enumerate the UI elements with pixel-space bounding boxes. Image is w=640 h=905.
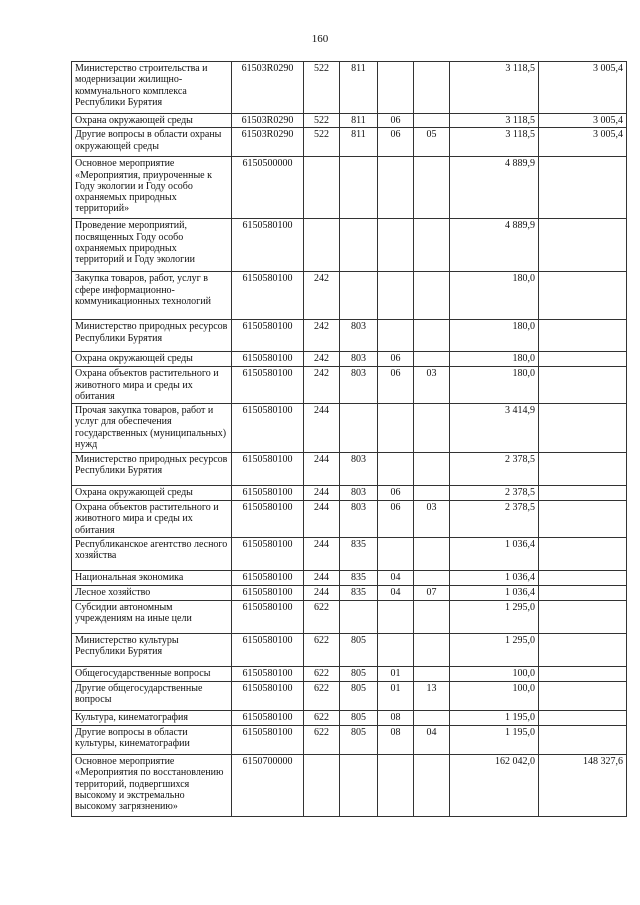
row-subsection bbox=[414, 667, 450, 682]
row-expense-type bbox=[304, 219, 340, 272]
row-subsection bbox=[414, 404, 450, 453]
row-section: 06 bbox=[378, 486, 414, 501]
row-expense-type: 622 bbox=[304, 667, 340, 682]
row-amount-2 bbox=[539, 667, 627, 682]
row-ministry-code: 803 bbox=[340, 501, 378, 538]
row-name: Другие общегосударственные вопросы bbox=[72, 682, 232, 711]
row-ministry-code bbox=[340, 219, 378, 272]
row-name: Прочая закупка товаров, работ и услуг для обеспечения государственных (муниципальных) нужд bbox=[72, 404, 232, 453]
row-section bbox=[378, 404, 414, 453]
row-ministry-code: 803 bbox=[340, 453, 378, 486]
row-expense-type: 242 bbox=[304, 352, 340, 367]
row-ministry-code: 835 bbox=[340, 538, 378, 571]
row-ministry-code bbox=[340, 601, 378, 634]
row-subsection bbox=[414, 601, 450, 634]
row-ministry-code: 835 bbox=[340, 586, 378, 601]
row-code: 6150580100 bbox=[232, 601, 304, 634]
row-name: Охрана окружающей среды bbox=[72, 486, 232, 501]
row-code: 6150580100 bbox=[232, 711, 304, 726]
row-subsection bbox=[414, 634, 450, 667]
row-name: Основное мероприятие «Мероприятия по восстановлению территорий, подвергшихся высокому и экстремально высокому загрязнению» bbox=[72, 755, 232, 817]
row-expense-type: 244 bbox=[304, 501, 340, 538]
row-name: Министерство культуры Республики Бурятия bbox=[72, 634, 232, 667]
row-expense-type: 622 bbox=[304, 601, 340, 634]
table-row bbox=[72, 320, 627, 352]
row-code: 6150580100 bbox=[232, 538, 304, 571]
row-section bbox=[378, 453, 414, 486]
row-subsection bbox=[414, 114, 450, 128]
row-ministry-code: 811 bbox=[340, 62, 378, 114]
table-row bbox=[72, 634, 627, 667]
row-subsection bbox=[414, 272, 450, 320]
row-code: 6150580100 bbox=[232, 272, 304, 320]
row-ministry-code bbox=[340, 157, 378, 219]
row-expense-type bbox=[304, 157, 340, 219]
table-row bbox=[72, 682, 627, 711]
row-expense-type: 622 bbox=[304, 726, 340, 755]
row-expense-type: 244 bbox=[304, 571, 340, 586]
row-section bbox=[378, 634, 414, 667]
row-ministry-code: 805 bbox=[340, 682, 378, 711]
row-code: 6150700000 bbox=[232, 755, 304, 817]
row-ministry-code bbox=[340, 272, 378, 320]
budget-table bbox=[71, 61, 627, 817]
row-subsection bbox=[414, 755, 450, 817]
row-ministry-code: 805 bbox=[340, 726, 378, 755]
row-amount-2 bbox=[539, 501, 627, 538]
row-ministry-code: 803 bbox=[340, 320, 378, 352]
row-amount-1: 1 295,0 bbox=[450, 601, 539, 634]
row-amount-1: 4 889,9 bbox=[450, 219, 539, 272]
row-subsection bbox=[414, 157, 450, 219]
row-amount-2 bbox=[539, 538, 627, 571]
row-ministry-code: 805 bbox=[340, 667, 378, 682]
row-code: 6150580100 bbox=[232, 667, 304, 682]
row-name: Закупка товаров, работ, услуг в сфере информационно-коммуникационных технологий bbox=[72, 272, 232, 320]
row-code: 6150500000 bbox=[232, 157, 304, 219]
row-subsection bbox=[414, 711, 450, 726]
row-code: 6150580100 bbox=[232, 634, 304, 667]
row-amount-2 bbox=[539, 571, 627, 586]
row-subsection bbox=[414, 571, 450, 586]
table-row bbox=[72, 219, 627, 272]
table-row bbox=[72, 571, 627, 586]
row-ministry-code: 803 bbox=[340, 486, 378, 501]
row-ministry-code bbox=[340, 404, 378, 453]
row-section bbox=[378, 755, 414, 817]
row-subsection bbox=[414, 219, 450, 272]
row-subsection: 05 bbox=[414, 128, 450, 157]
row-amount-1: 2 378,5 bbox=[450, 501, 539, 538]
row-amount-2 bbox=[539, 272, 627, 320]
table-row bbox=[72, 586, 627, 601]
row-expense-type: 242 bbox=[304, 320, 340, 352]
row-amount-1: 1 195,0 bbox=[450, 711, 539, 726]
row-name: Проведение мероприятий, посвященных Году особо охраняемых природных территорий и Году экологии bbox=[72, 219, 232, 272]
table-row bbox=[72, 726, 627, 755]
row-expense-type: 244 bbox=[304, 538, 340, 571]
row-amount-2 bbox=[539, 711, 627, 726]
row-code: 61503R0290 bbox=[232, 114, 304, 128]
row-amount-1: 180,0 bbox=[450, 272, 539, 320]
row-section bbox=[378, 219, 414, 272]
row-name: Общегосударственные вопросы bbox=[72, 667, 232, 682]
row-section: 06 bbox=[378, 114, 414, 128]
page-number: 160 bbox=[311, 33, 329, 45]
row-expense-type: 244 bbox=[304, 453, 340, 486]
row-expense-type: 242 bbox=[304, 367, 340, 404]
row-subsection: 04 bbox=[414, 726, 450, 755]
row-amount-2 bbox=[539, 352, 627, 367]
table-row bbox=[72, 128, 627, 157]
row-expense-type: 622 bbox=[304, 711, 340, 726]
row-section: 04 bbox=[378, 571, 414, 586]
row-amount-1: 3 414,9 bbox=[450, 404, 539, 453]
row-ministry-code bbox=[340, 755, 378, 817]
row-amount-2 bbox=[539, 634, 627, 667]
row-subsection bbox=[414, 320, 450, 352]
row-name: Министерство природных ресурсов Республики Бурятия bbox=[72, 320, 232, 352]
row-section bbox=[378, 157, 414, 219]
row-name: Основное мероприятие «Мероприятия, приуроченные к Году экологии и Году особо охраняемых природных территорий» bbox=[72, 157, 232, 219]
row-name: Республиканское агентство лесного хозяйства bbox=[72, 538, 232, 571]
row-code: 6150580100 bbox=[232, 682, 304, 711]
row-name: Национальная экономика bbox=[72, 571, 232, 586]
row-section bbox=[378, 62, 414, 114]
row-subsection bbox=[414, 62, 450, 114]
table-row bbox=[72, 272, 627, 320]
row-ministry-code: 835 bbox=[340, 571, 378, 586]
row-amount-1: 2 378,5 bbox=[450, 486, 539, 501]
row-amount-1: 180,0 bbox=[450, 352, 539, 367]
row-amount-1: 180,0 bbox=[450, 367, 539, 404]
row-name: Другие вопросы в области культуры, кинематографии bbox=[72, 726, 232, 755]
row-amount-2 bbox=[539, 367, 627, 404]
row-name: Культура, кинематография bbox=[72, 711, 232, 726]
row-ministry-code: 811 bbox=[340, 114, 378, 128]
row-amount-2 bbox=[539, 601, 627, 634]
row-expense-type: 244 bbox=[304, 586, 340, 601]
row-ministry-code: 811 bbox=[340, 128, 378, 157]
row-amount-2 bbox=[539, 219, 627, 272]
row-amount-2 bbox=[539, 404, 627, 453]
table-row bbox=[72, 486, 627, 501]
row-amount-2 bbox=[539, 586, 627, 601]
row-amount-2: 3 005,4 bbox=[539, 128, 627, 157]
row-subsection bbox=[414, 453, 450, 486]
row-code: 6150580100 bbox=[232, 486, 304, 501]
row-amount-2 bbox=[539, 320, 627, 352]
row-ministry-code: 805 bbox=[340, 711, 378, 726]
row-subsection bbox=[414, 352, 450, 367]
row-section: 01 bbox=[378, 682, 414, 711]
table-row bbox=[72, 501, 627, 538]
row-code: 6150580100 bbox=[232, 501, 304, 538]
row-amount-1: 2 378,5 bbox=[450, 453, 539, 486]
row-amount-1: 3 118,5 bbox=[450, 128, 539, 157]
row-code: 6150580100 bbox=[232, 726, 304, 755]
row-ministry-code: 803 bbox=[340, 367, 378, 404]
row-code: 6150580100 bbox=[232, 367, 304, 404]
row-amount-2 bbox=[539, 453, 627, 486]
row-subsection: 03 bbox=[414, 367, 450, 404]
row-expense-type bbox=[304, 755, 340, 817]
table-row bbox=[72, 755, 627, 817]
row-code: 6150580100 bbox=[232, 586, 304, 601]
row-name: Охрана окружающей среды bbox=[72, 114, 232, 128]
row-amount-1: 4 889,9 bbox=[450, 157, 539, 219]
table-row bbox=[72, 367, 627, 404]
row-section bbox=[378, 538, 414, 571]
row-expense-type: 622 bbox=[304, 682, 340, 711]
table-row bbox=[72, 711, 627, 726]
row-amount-1: 100,0 bbox=[450, 682, 539, 711]
row-amount-2 bbox=[539, 682, 627, 711]
row-amount-1: 100,0 bbox=[450, 667, 539, 682]
row-amount-2 bbox=[539, 726, 627, 755]
row-subsection bbox=[414, 486, 450, 501]
row-expense-type: 522 bbox=[304, 62, 340, 114]
row-section bbox=[378, 272, 414, 320]
row-code: 6150580100 bbox=[232, 571, 304, 586]
row-code: 6150580100 bbox=[232, 219, 304, 272]
row-expense-type: 244 bbox=[304, 486, 340, 501]
row-section: 08 bbox=[378, 711, 414, 726]
row-name: Охрана окружающей среды bbox=[72, 352, 232, 367]
row-amount-1: 162 042,0 bbox=[450, 755, 539, 817]
table-row bbox=[72, 453, 627, 486]
row-subsection: 13 bbox=[414, 682, 450, 711]
row-section: 06 bbox=[378, 367, 414, 404]
row-section bbox=[378, 320, 414, 352]
row-subsection: 03 bbox=[414, 501, 450, 538]
row-amount-1: 3 118,5 bbox=[450, 114, 539, 128]
row-amount-1: 1 195,0 bbox=[450, 726, 539, 755]
row-ministry-code: 805 bbox=[340, 634, 378, 667]
row-section: 08 bbox=[378, 726, 414, 755]
row-code: 6150580100 bbox=[232, 320, 304, 352]
row-expense-type: 244 bbox=[304, 404, 340, 453]
row-section: 01 bbox=[378, 667, 414, 682]
row-expense-type: 522 bbox=[304, 128, 340, 157]
table-row bbox=[72, 62, 627, 114]
row-section: 06 bbox=[378, 352, 414, 367]
row-section bbox=[378, 601, 414, 634]
row-code: 61503R0290 bbox=[232, 62, 304, 114]
row-amount-2: 3 005,4 bbox=[539, 114, 627, 128]
table-row bbox=[72, 352, 627, 367]
row-ministry-code: 803 bbox=[340, 352, 378, 367]
row-section: 06 bbox=[378, 501, 414, 538]
row-name: Лесное хозяйство bbox=[72, 586, 232, 601]
table-row bbox=[72, 114, 627, 128]
row-expense-type: 242 bbox=[304, 272, 340, 320]
row-code: 61503R0290 bbox=[232, 128, 304, 157]
table-row bbox=[72, 404, 627, 453]
row-expense-type: 622 bbox=[304, 634, 340, 667]
row-name: Министерство строительства и модернизации жилищно-коммунального комплекса Республики Бурятия bbox=[72, 62, 232, 114]
row-name: Министерство природных ресурсов Республики Бурятия bbox=[72, 453, 232, 486]
row-expense-type: 522 bbox=[304, 114, 340, 128]
row-code: 6150580100 bbox=[232, 453, 304, 486]
row-amount-2: 148 327,6 bbox=[539, 755, 627, 817]
row-name: Охрана объектов растительного и животного мира и среды их обитания bbox=[72, 501, 232, 538]
row-amount-2: 3 005,4 bbox=[539, 62, 627, 114]
row-code: 6150580100 bbox=[232, 404, 304, 453]
table-row bbox=[72, 538, 627, 571]
row-amount-1: 1 036,4 bbox=[450, 538, 539, 571]
table-row bbox=[72, 601, 627, 634]
row-amount-1: 1 295,0 bbox=[450, 634, 539, 667]
row-amount-2 bbox=[539, 486, 627, 501]
row-name: Другие вопросы в области охраны окружающей среды bbox=[72, 128, 232, 157]
row-amount-2 bbox=[539, 157, 627, 219]
row-section: 04 bbox=[378, 586, 414, 601]
row-code: 6150580100 bbox=[232, 352, 304, 367]
row-subsection: 07 bbox=[414, 586, 450, 601]
row-amount-1: 3 118,5 bbox=[450, 62, 539, 114]
row-name: Охрана объектов растительного и животного мира и среды их обитания bbox=[72, 367, 232, 404]
row-amount-1: 1 036,4 bbox=[450, 571, 539, 586]
table-row bbox=[72, 667, 627, 682]
row-section: 06 bbox=[378, 128, 414, 157]
table-row bbox=[72, 157, 627, 219]
row-amount-1: 180,0 bbox=[450, 320, 539, 352]
row-amount-1: 1 036,4 bbox=[450, 586, 539, 601]
row-name: Субсидии автономным учреждениям на иные цели bbox=[72, 601, 232, 634]
row-subsection bbox=[414, 538, 450, 571]
